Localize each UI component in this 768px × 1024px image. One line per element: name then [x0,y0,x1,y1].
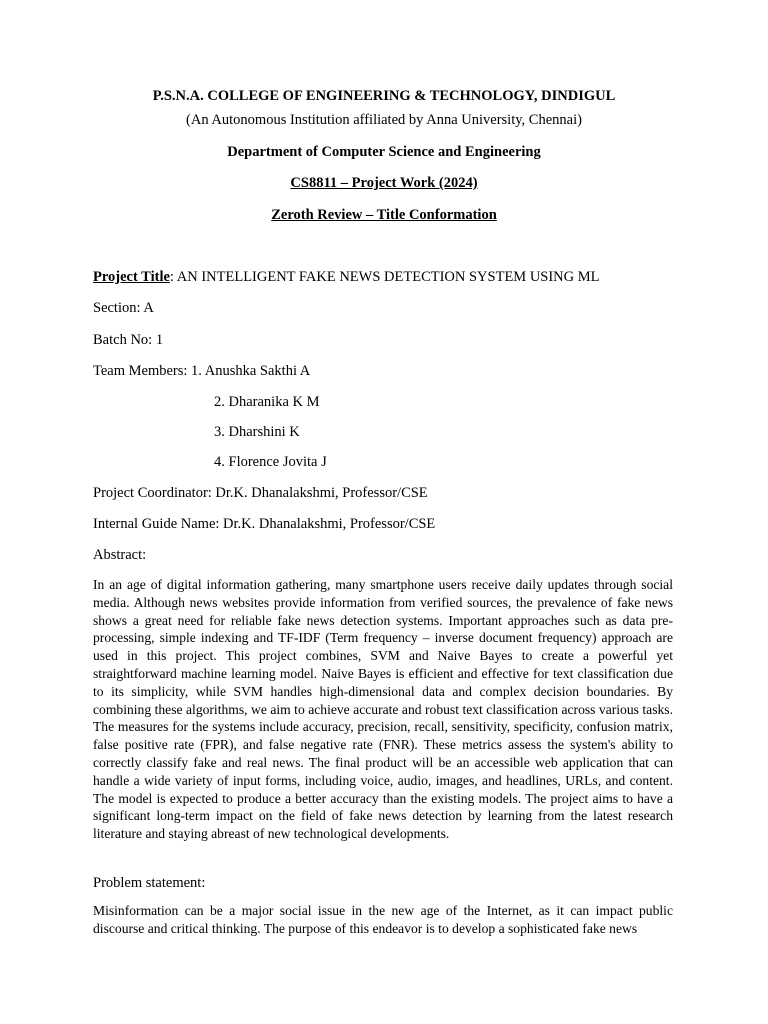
team-member: 1. Anushka Sakthi A [191,363,311,379]
batch-field: Batch No: 1 [93,332,164,348]
team-member: 2. Dharanika K M [214,394,320,410]
department-name: Department of Computer Science and Engineering [227,144,541,160]
review-title: Zeroth Review – Title Conformation [271,207,497,223]
project-title [93,268,600,286]
college-name: P.S.N.A. COLLEGE OF ENGINEERING & TECHNOLOGY, DINDIGUL [152,88,616,104]
project-coordinator: Project Coordinator: Dr.K. Dhanalakshmi, Professor/CSE [93,485,428,501]
problem-text: Misinformation can be a major social issue in the new age of the Internet, as it can impact public discourse and critical thinking. The purpose of this endeavor is to develop a sophisticated fake news [93,903,673,936]
project-title-value: : AN INTELLIGENT FAKE NEWS DETECTION SYSTEM USING ML [169,269,600,285]
team-member: 3. Dharshini K [214,424,300,440]
problem-heading: Problem statement: [93,875,206,891]
affiliation: (An Autonomous Institution affiliated by Anna University, Chennai) [186,112,582,128]
team-member: 4. Florence Jovita J [214,454,327,470]
internal-guide: Internal Guide Name: Dr.K. Dhanalakshmi, Professor/CSE [93,516,436,532]
team-members [93,362,310,380]
course-title: CS8811 – Project Work (2024) [290,175,478,191]
abstract-heading: Abstract: [93,547,147,563]
project-title-label: Project Title [93,269,170,285]
section-field: Section: A [93,300,154,316]
team-members-label: Team Members: [93,363,192,379]
abstract-text: In an age of digital information gathering, many smartphone users receive daily updates through social media. Although news websites provide information from verified sources, the prevalence of fake news shows a great need for reliable fake news detection systems. Important approaches such as data pre-processing, simple indexing and TF-IDF (Term frequency – inverse document frequency) approach are used in this project. This project combines, SVM and Naive Bayes to create a powerful yet straightforward machine learning model. Naive Bayes is efficient and effective for text classification due to its simplicity, while SVM handles high-dimensional data and complex decision boundaries. By combining these algorithms, we aim to achieve accurate and robust text classification across various tasks. The measures for the systems include accuracy, precision, recall, sensitivity, specificity, confusion matrix, false positive rate (FPR), and false negative rate (FNR). These metrics assess the system's ability to correctly classify fake and real news. The final product will be an accessible web application that can handle a wide variety of input forms, including voice, audio, images, and headlines, URLs, and content. The model is expected to produce a better accuracy than the existing models. The project aims to have a significant long-term impact on the field of fake news detection by learning from the latest research literature and staying abreast of new technological developments. [93,577,673,842]
